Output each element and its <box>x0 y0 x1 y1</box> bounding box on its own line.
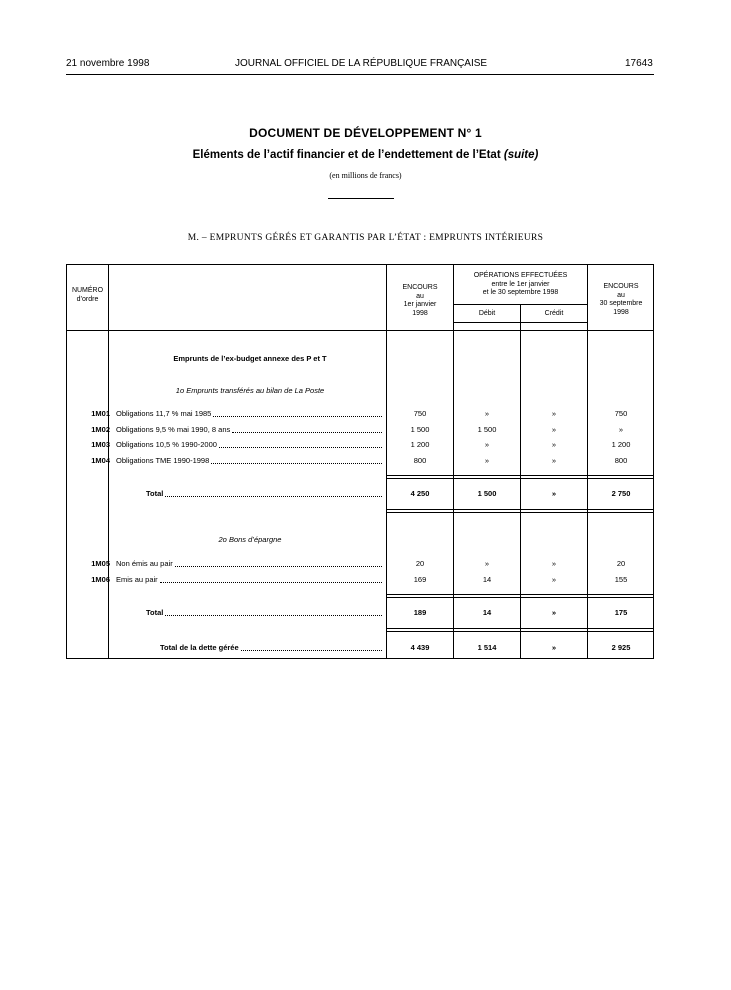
cell-credit: » <box>551 456 557 465</box>
row-label: Obligations 9,5 % mai 1990, 8 ans <box>116 425 382 434</box>
total-credit: » <box>551 489 557 498</box>
subtitle-suffix: (suite) <box>503 149 539 161</box>
header-page-number: 17643 <box>625 58 653 69</box>
header-subrule <box>453 322 587 323</box>
header-credit: Crédit <box>544 310 564 317</box>
cell-debit: » <box>484 440 490 449</box>
grand-total-credit: » <box>551 643 557 652</box>
cell-credit: » <box>551 425 557 434</box>
row-label: Obligations 11,7 % mai 1985 <box>116 409 382 418</box>
cell-encours-end: 750 <box>614 409 628 418</box>
total-encours-end: 2 750 <box>611 489 631 498</box>
cell-credit: » <box>551 440 557 449</box>
total-rule <box>386 628 654 632</box>
header-rule <box>66 74 654 75</box>
total-debit: 1 500 <box>477 489 497 498</box>
section-title: M. – EMPRUNTS GÉRÉS ET GARANTIS PAR L’ÉTAT : EMPRUNTS INTÉRIEURS <box>187 233 544 243</box>
header-encours-start: ENCOURS au 1er janvier 1998 <box>402 284 438 317</box>
row-code: 1M06 <box>91 575 110 584</box>
cell-debit: » <box>484 456 490 465</box>
section1-title: 1o Emprunts transférés au bilan de La Poste <box>175 386 325 395</box>
total-label: Total <box>146 608 382 617</box>
total-encours-start: 4 250 <box>410 489 430 498</box>
row-code: 1M04 <box>91 456 110 465</box>
total-debit: 14 <box>482 608 492 617</box>
cell-debit: » <box>484 559 490 568</box>
header-journal-title: JOURNAL OFFICIEL DE LA RÉPUBLIQUE FRANÇAISE <box>235 58 488 69</box>
subtitle-text: Eléments de l’actif financier et de l’endettement de l’Etat <box>192 149 501 161</box>
cell-encours-end: 800 <box>614 456 628 465</box>
header-bottom-rule <box>66 330 654 331</box>
row-code: 1M05 <box>91 559 110 568</box>
row-label: Obligations 10,5 % 1990-2000 <box>116 440 382 449</box>
total-encours-start: 189 <box>413 608 427 617</box>
total-rule <box>386 475 654 479</box>
header-operations: OPÉRATIONS EFFECTUÉES entre le 1er janvier et le 30 septembre 1998 <box>473 272 568 296</box>
cell-credit: » <box>551 409 557 418</box>
group-title: Emprunts de l’ex-budget annexe des P et T <box>173 354 327 363</box>
unit-note: (en millions de francs) <box>329 171 402 180</box>
cell-encours-end: 155 <box>614 575 628 584</box>
cell-encours-start: 750 <box>413 409 427 418</box>
row-code: 1M02 <box>91 425 110 434</box>
cell-encours-start: 1 200 <box>410 440 430 449</box>
cell-debit: » <box>484 409 490 418</box>
row-code: 1M01 <box>91 409 110 418</box>
grand-total-debit: 1 514 <box>477 643 497 652</box>
col-divider <box>453 264 454 659</box>
cell-credit: » <box>551 575 557 584</box>
header-numero: NUMÉRO d’ordre <box>71 287 104 303</box>
row-code: 1M03 <box>91 440 110 449</box>
total-label: Total <box>146 489 382 498</box>
header-encours-end: ENCOURS au 30 septembre 1998 <box>599 283 643 316</box>
cell-credit: » <box>551 559 557 568</box>
cell-debit: 14 <box>482 575 492 584</box>
cell-encours-end: 1 200 <box>611 440 631 449</box>
header-debit: Débit <box>478 310 496 317</box>
col-divider <box>520 304 521 659</box>
col-divider <box>587 264 588 659</box>
row-label: Emis au pair <box>116 575 382 584</box>
grand-total-label: Total de la dette gérée <box>160 643 382 652</box>
cell-debit: 1 500 <box>477 425 497 434</box>
grand-total-encours-start: 4 439 <box>410 643 430 652</box>
header-date: 21 novembre 1998 <box>66 58 150 69</box>
cell-encours-end: » <box>618 425 624 434</box>
cell-encours-start: 20 <box>415 559 425 568</box>
document-subtitle <box>0 149 731 161</box>
total-rule <box>386 509 654 513</box>
total-encours-end: 175 <box>614 608 628 617</box>
cell-encours-start: 800 <box>413 456 427 465</box>
separator-rule <box>328 198 394 199</box>
row-label: Obligations TME 1990-1998 <box>116 456 382 465</box>
total-credit: » <box>551 608 557 617</box>
document-title: DOCUMENT DE DÉVELOPPEMENT N° 1 <box>249 126 482 140</box>
grand-total-encours-end: 2 925 <box>611 643 631 652</box>
cell-encours-start: 1 500 <box>410 425 430 434</box>
header-subrule <box>453 304 587 305</box>
section2-title: 2o Bons d’épargne <box>218 535 282 544</box>
col-divider <box>386 264 387 659</box>
row-label: Non émis au pair <box>116 559 382 568</box>
cell-encours-end: 20 <box>616 559 626 568</box>
total-rule <box>386 594 654 598</box>
cell-encours-start: 169 <box>413 575 427 584</box>
